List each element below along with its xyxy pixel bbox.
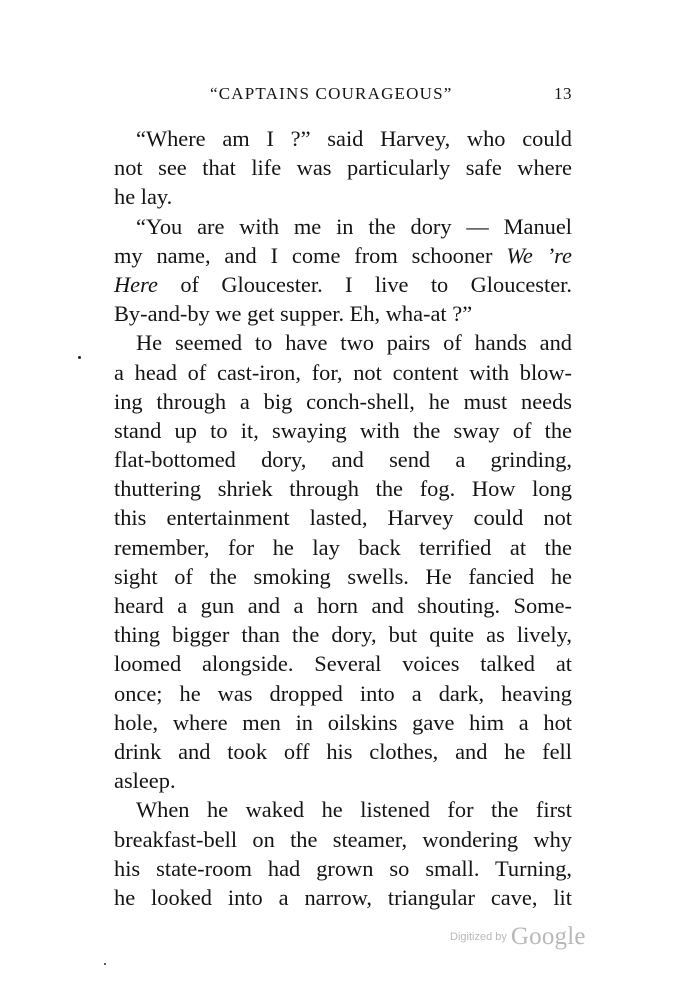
text-line: ing through a big conch-shell, he must needs (114, 388, 572, 414)
italic-ship-name-part-1: We ’re (506, 242, 572, 268)
text-line: he looked into a narrow, triangular cave, lit (114, 884, 572, 910)
text-line: not see that life was particularly safe where (114, 155, 572, 181)
page-number: 13 (554, 84, 572, 103)
text-line: stand up to it, swaying with the sway of the (114, 417, 572, 443)
text-line: “You are with me in the dory — Manuel (136, 213, 572, 239)
text-line: his state-room had grown so small. Turning, (114, 855, 572, 881)
text-line: thing bigger than the dory, but quite as lively, (114, 622, 572, 648)
text-line: heard a gun and a horn and shouting. Some- (114, 593, 572, 618)
text-line: drink and took off his clothes, and he fell (114, 738, 572, 764)
scan-speck (78, 356, 81, 359)
text-line: once; he was dropped into a dark, heaving (114, 680, 572, 706)
watermark-prefix: Digitized by (450, 931, 507, 943)
text-line: sight of the smoking swells. He fancied he (114, 563, 572, 589)
line-text: of Gloucester. I live to Gloucester. (180, 271, 572, 297)
running-head (114, 84, 572, 110)
scan-speck (104, 963, 106, 965)
text-line: hole, where men in oilskins gave him a hot (114, 709, 572, 735)
running-title: “CAPTAINS COURAGEOUS” (210, 84, 453, 103)
text-line: a head of cast-iron, for, not content with blow- (114, 359, 572, 385)
text-line: When he waked he listened for the first (136, 797, 572, 823)
body-text (114, 124, 572, 912)
text-line: thuttering shriek through the fog. How long (114, 476, 572, 502)
text-line: remember, for he lay back terrified at the (114, 534, 572, 560)
digitized-watermark (450, 923, 586, 951)
text-line: He seemed to have two pairs of hands and (136, 330, 572, 356)
text-line: By-and-by we get supper. Eh, wha-at ?” (114, 301, 473, 327)
text-line: “Where am I ?” said Harvey, who could (136, 126, 572, 151)
text-line: breakfast-bell on the steamer, wondering why (114, 826, 572, 852)
text-line-with-italic (114, 241, 572, 270)
line-text: my name, and I come from schooner (114, 242, 493, 268)
text-line: loomed alongside. Several voices talked at (114, 651, 572, 677)
italic-ship-name-part-2: Here (114, 271, 158, 297)
text-line: asleep. (114, 768, 176, 794)
text-line: flat-bottomed dory, and send a grinding, (114, 447, 572, 473)
google-logo: Google (510, 923, 586, 950)
text-line: he lay. (114, 184, 173, 210)
text-line-with-italic (114, 270, 572, 299)
text-line: this entertainment lasted, Harvey could not (114, 505, 572, 531)
